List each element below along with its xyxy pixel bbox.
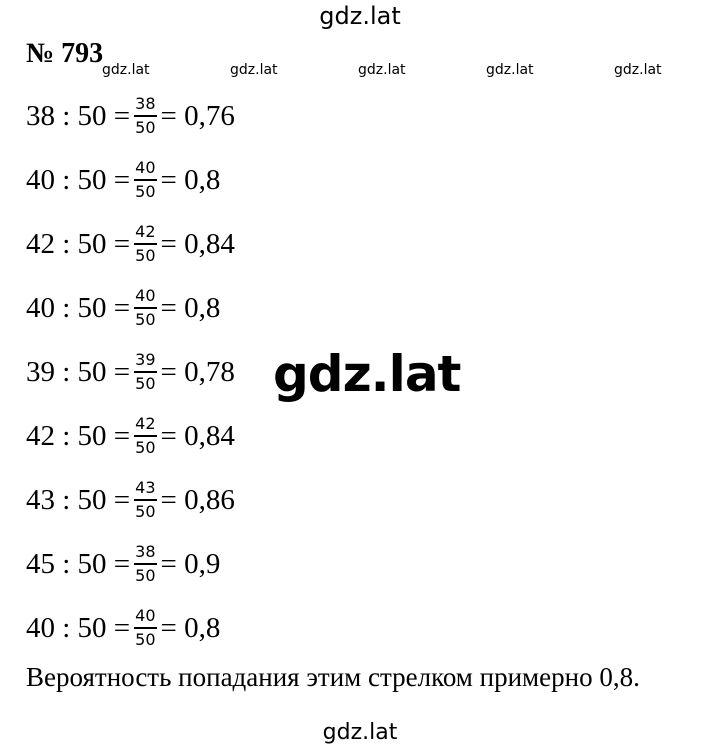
equation-lhs: 39 : 50 = <box>26 355 131 388</box>
watermark-small: gdz.lat <box>614 62 662 78</box>
watermark-small: gdz.lat <box>486 62 534 78</box>
fraction <box>134 158 156 202</box>
fraction-denominator: 50 <box>135 310 156 329</box>
conclusion-text: Вероятность попадания этим стрелком примерно 0,8. <box>26 662 640 692</box>
equation-lhs: 45 : 50 = <box>26 547 131 580</box>
equation-rhs: = 0,8 <box>160 611 221 644</box>
equation-lhs: 40 : 50 = <box>26 163 131 196</box>
watermark-top: gdz.lat <box>319 2 401 30</box>
fraction-numerator: 38 <box>134 94 156 117</box>
fraction-denominator: 50 <box>135 438 156 457</box>
fraction-denominator: 50 <box>135 502 156 521</box>
fraction <box>134 94 156 138</box>
equation-row <box>26 532 235 596</box>
equation-lhs: 38 : 50 = <box>26 99 131 132</box>
fraction <box>134 542 156 586</box>
equation-row <box>26 276 235 340</box>
equation-row <box>26 596 235 660</box>
watermark-small: gdz.lat <box>358 62 406 78</box>
equation-row <box>26 212 235 276</box>
fraction-denominator: 50 <box>135 566 156 585</box>
equation-rhs: = 0,84 <box>160 227 235 260</box>
problem-number: № 793 <box>26 38 104 69</box>
fraction-numerator: 40 <box>134 158 156 181</box>
equation-rhs: = 0,9 <box>160 547 221 580</box>
fraction-numerator: 38 <box>134 542 156 565</box>
fraction-denominator: 50 <box>135 182 156 201</box>
watermark-small: gdz.lat <box>230 62 278 78</box>
watermark-small: gdz.lat <box>102 62 150 78</box>
fraction <box>134 478 156 522</box>
fraction-numerator: 40 <box>134 286 156 309</box>
equation-row <box>26 340 235 404</box>
fraction-denominator: 50 <box>135 374 156 393</box>
fraction <box>134 606 156 650</box>
equation-rhs: = 0,8 <box>160 291 221 324</box>
equation-row <box>26 84 235 148</box>
fraction-numerator: 39 <box>134 350 156 373</box>
fraction-numerator: 42 <box>134 222 156 245</box>
fraction-numerator: 43 <box>134 478 156 501</box>
fraction <box>134 222 156 266</box>
equation-rhs: = 0,78 <box>160 355 235 388</box>
fraction <box>134 286 156 330</box>
equation-rhs: = 0,8 <box>160 163 221 196</box>
fraction-numerator: 40 <box>134 606 156 629</box>
equation-rhs: = 0,86 <box>160 483 235 516</box>
equation-rhs: = 0,84 <box>160 419 235 452</box>
fraction-denominator: 50 <box>135 246 156 265</box>
watermark-center: gdz.lat <box>273 345 461 403</box>
equation-row <box>26 148 235 212</box>
fraction-denominator: 50 <box>135 630 156 649</box>
equation-list <box>26 84 235 660</box>
fraction <box>134 414 156 458</box>
equation-rhs: = 0,76 <box>160 99 235 132</box>
fraction <box>134 350 156 394</box>
equation-row <box>26 468 235 532</box>
equation-row <box>26 404 235 468</box>
watermark-bottom: gdz.lat <box>322 720 398 745</box>
equation-lhs: 42 : 50 = <box>26 227 131 260</box>
equation-lhs: 42 : 50 = <box>26 419 131 452</box>
equation-lhs: 40 : 50 = <box>26 291 131 324</box>
fraction-denominator: 50 <box>135 118 156 137</box>
fraction-numerator: 42 <box>134 414 156 437</box>
equation-lhs: 43 : 50 = <box>26 483 131 516</box>
equation-lhs: 40 : 50 = <box>26 611 131 644</box>
